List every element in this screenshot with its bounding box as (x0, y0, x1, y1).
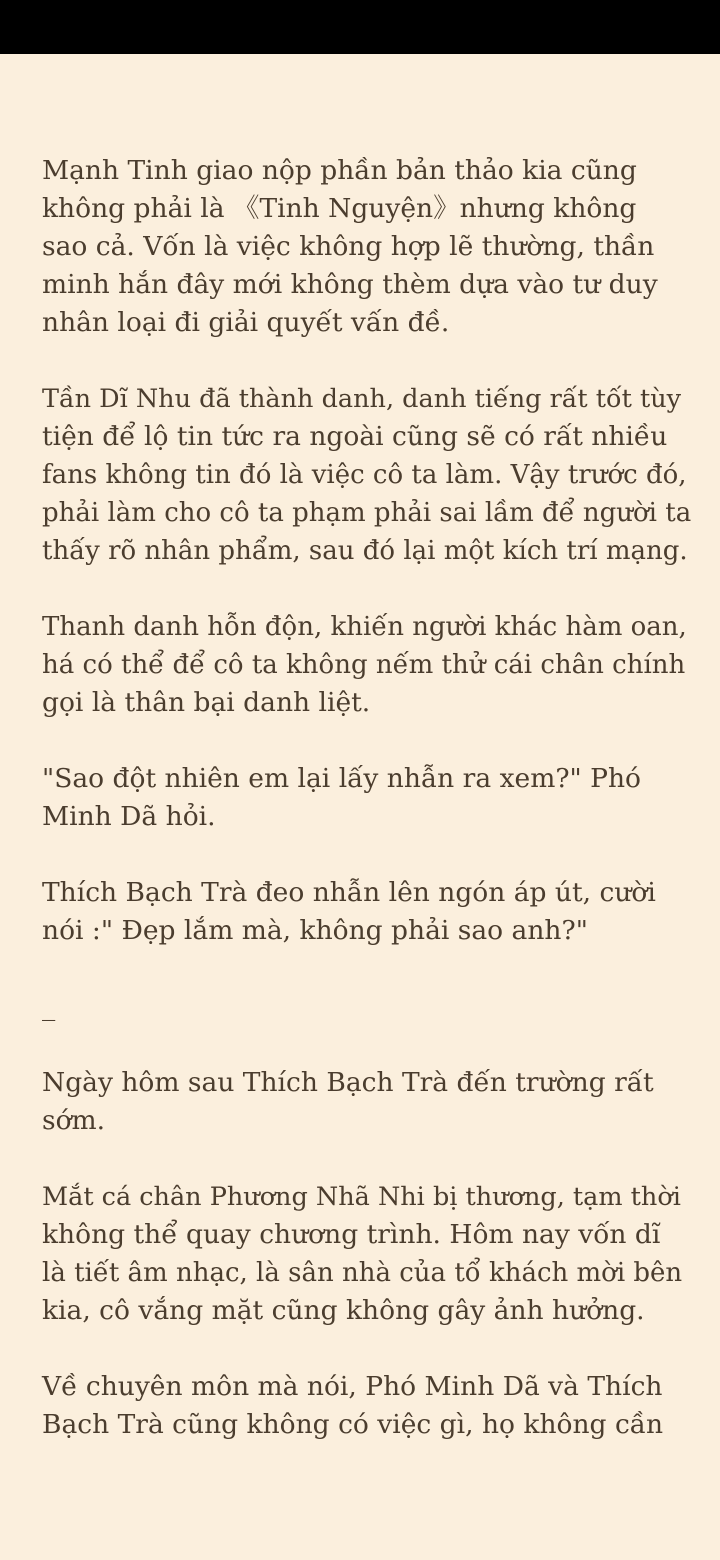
chapter-text (42, 152, 692, 1482)
paragraph (42, 760, 682, 836)
text-line: Mắt cá chân Phương Nhã Nhi bị thương, tạm thời (42, 1182, 681, 1212)
text-line: fans không tin đó là việc cô ta làm. Vậy trước đó, (42, 460, 687, 490)
text-line: kia, cô vắng mặt cũng không gây ảnh hưởng. (42, 1295, 645, 1326)
paragraph (42, 608, 687, 722)
text-line: "Sao đột nhiên em lại lấy nhẫn ra xem?" Phó (42, 763, 641, 794)
text-line: _ (42, 991, 56, 1022)
text-line: Thanh danh hỗn độn, khiến người khác hàm oan, (42, 612, 687, 642)
paragraph (42, 152, 682, 342)
scene-separator (42, 988, 682, 1026)
text-line: nói :" Đẹp lắm mà, không phải sao anh?" (42, 915, 588, 946)
text-line: là tiết âm nhạc, là sân nhà của tổ khách mời bên (42, 1258, 683, 1288)
paragraph (42, 1178, 682, 1330)
text-line: phải làm cho cô ta phạm phải sai lầm để người ta (42, 498, 692, 528)
text-line: gọi là thân bại danh liệt. (42, 687, 371, 718)
paragraph (42, 1368, 682, 1444)
status-bar (0, 0, 720, 54)
text-line: tiện để lộ tin tức ra ngoài cũng sẽ có rất nhiều (42, 421, 668, 452)
text-line: không thể quay chương trình. Hôm nay vốn dĩ (42, 1219, 661, 1250)
text-line: Thích Bạch Trà đeo nhẫn lên ngón áp út, cười (42, 877, 656, 908)
text-line: không phải là 《Tinh Nguyện》nhưng không (42, 193, 637, 224)
text-line: sớm. (42, 1105, 106, 1136)
text-line: Bạch Trà cũng không có việc gì, họ không cần (42, 1409, 664, 1440)
text-line: Minh Dã hỏi. (42, 801, 216, 832)
paragraph (42, 1064, 682, 1140)
text-line: sao cả. Vốn là việc không hợp lẽ thường, thần (42, 231, 655, 262)
text-line: Về chuyên môn mà nói, Phó Minh Dã và Thích (42, 1371, 663, 1402)
text-line: minh hắn đây mới không thèm dựa vào tư duy (42, 269, 658, 300)
paragraph (42, 874, 682, 950)
text-line: thấy rõ nhân phẩm, sau đó lại một kích trí mạng. (42, 536, 688, 566)
text-line: nhân loại đi giải quyết vấn đề. (42, 307, 450, 338)
text-line: Ngày hôm sau Thích Bạch Trà đến trường rất (42, 1067, 654, 1098)
text-line: Tần Dĩ Nhu đã thành danh, danh tiếng rất tốt tùy (42, 384, 682, 414)
text-line: Mạnh Tinh giao nộp phần bản thảo kia cũng (42, 155, 637, 186)
paragraph (42, 380, 692, 570)
text-line: há có thể để cô ta không nếm thử cái chân chính (42, 650, 686, 680)
